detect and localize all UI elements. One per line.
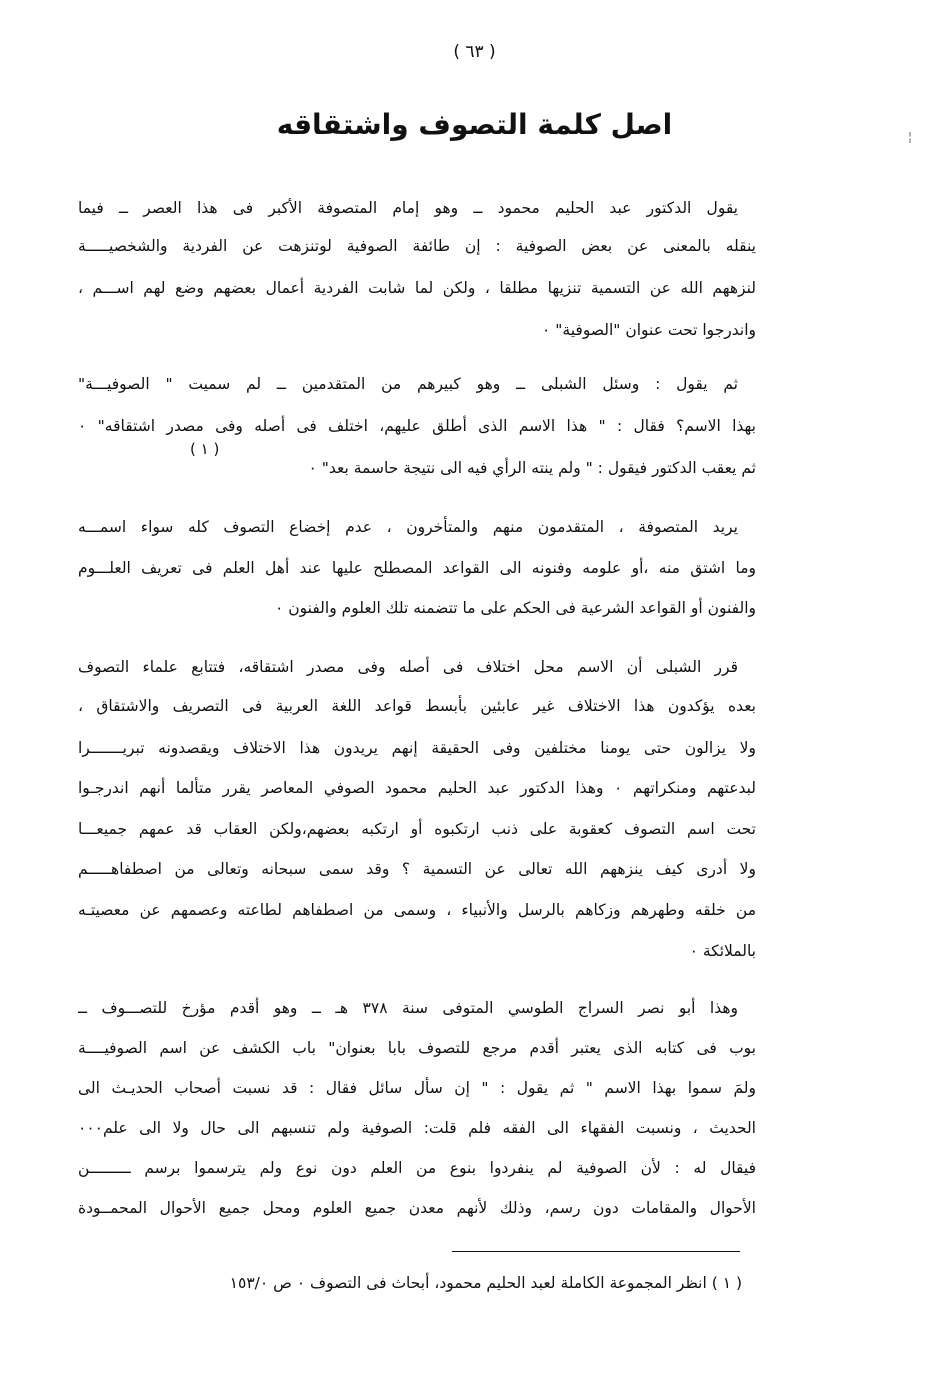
text-line: بعده يؤكدون هذا الاختلاف غير عابئين بأبسط قواعد اللغة العربية فى التصريف والاشتقاق ، xyxy=(78,697,756,715)
text-line: يريد المتصوفة ، المتقدمون منهم والمتأخرون ، عدم إخضاع التصوف كله سواء اسمـــه xyxy=(78,518,738,536)
text-line: ولمَ سموا بهذا الاسم " ثم يقول : " إن سأل سائل فقال : قد نسبت أصحاب الحديـث الى xyxy=(78,1079,756,1097)
text-line: ولا أدرى كيف ينزههم الله تعالى عن التسمية ؟ وقد سمى سبحانه وتعالى من اصطفاهـــــم xyxy=(78,860,756,878)
text-line: ثم يقول : وسئل الشبلى ــ وهو كبيرهم من المتقدمين ــ لم سميت " الصوفيـــة" xyxy=(78,375,738,393)
text-line: الأحوال والمقامات دون رسم، وذلك لأنهم معدن جميع العلوم ومحل جميع الأحوال المحمــودة xyxy=(78,1199,756,1217)
text-line: ثم يعقب الدكتور فيقول : " ولم ينته الرأي فيه الى نتيجة حاسمة بعد" ٠ xyxy=(308,459,756,477)
text-line: وما اشتق منه ،أو علومه وفنونه الى القواعد المصطلح عليها عند أهل العلم فى تعريف العلـــوم xyxy=(78,559,756,577)
text-line: لبدعتهم ومنكراتهم ٠ وهذا الدكتور عبد الحليم محمود الصوفي المعاصر يقرر متألما أنهم اندرجـوا xyxy=(78,779,756,797)
text-line: تحت اسم التصوف كعقوبة على ذنب ارتكبوه أو ارتكبه بعضهم،ولكن العقاب قد عمهم جميعـــا xyxy=(78,820,756,838)
margin-mark: ¦ xyxy=(908,130,913,144)
footnote: ( ١ ) انظر المجموعة الكاملة لعبد الحليم محمود، أبحاث فى التصوف ٠ ص ١٥٣/٠ xyxy=(229,1274,742,1292)
text-line: قرر الشبلى أن الاسم محل اختلاف فى أصله وفى مصدر اشتقاقه، فتتابع علماء التصوف xyxy=(78,658,738,676)
page-number: ( ٦٣ ) xyxy=(453,42,496,62)
text-line: من خلقه وطهرهم وزكاهم بالرسل والأنبياء ، وسمى من اصطفاهم لطاعته وعصمهم عن معصيتـه xyxy=(78,901,756,919)
text-line: والفنون أو القواعد الشرعية فى الحكم على ما تتضمنه تلك العلوم والفنون ٠ xyxy=(275,599,756,617)
footnote-rule xyxy=(452,1251,740,1252)
text-line: يقول الدكتور عبد الحليم محمود ــ وهو إمام المتصوفة الأكبر فى هذا العصر ــ فيما xyxy=(78,199,738,217)
text-line: ولا يزالون حتى يومنا مختلفين وفى الحقيقة إنهم يريدون هذا الاختلاف ويقصدونه تبريـــــــرا xyxy=(78,739,756,757)
text-line: واندرجوا تحت عنوان "الصوفية" ٠ xyxy=(542,321,756,339)
text-line: ينقله بالمعنى عن بعض الصوفية : إن طائفة الصوفية لوتنزهت عن الفردية والشخصيـــــة xyxy=(78,237,756,255)
text-line: وهذا أبو نصر السراج الطوسي المتوفى سنة ٣٧٨ هـ ــ وهو أقدم مؤرخ للتصـــوف ــ xyxy=(78,999,738,1017)
page-title: اصل كلمة التصوف واشتقاقه xyxy=(276,108,673,141)
text-line: الحديث ، ونسبت الفقهاء الى الفقه فلم قلت: الصوفية ولم تنسبهم الى حال ولا الى علم٠٠٠ xyxy=(78,1119,756,1137)
text-line: بهذا الاسم؟ فقال : " هذا الاسم الذى أطلق عليهم، اختلف فى أصله وفى مصدر اشتقاقه" ٠ xyxy=(78,417,756,435)
text-line: بوب فى كتابه الذى يعتبر أقدم مرجع للتصوف بابا بعنوان" باب الكشف عن اسم الصوفيــــة xyxy=(78,1039,756,1057)
text-line: لنزههم الله عن التسمية تنزيها مطلقا ، ولكن لما شابت الفردية أعمال بعضهم وضع لهم اســـم ، xyxy=(78,279,756,297)
text-line: فيقال له : لأن الصوفية لم ينفردوا بنوع من العلم دون نوع ولم يترسموا برسم ـــــــــن xyxy=(78,1159,756,1177)
footnote-marker: ( ١ ) xyxy=(190,440,220,458)
text-line: بالملائكة ٠ xyxy=(689,942,756,960)
